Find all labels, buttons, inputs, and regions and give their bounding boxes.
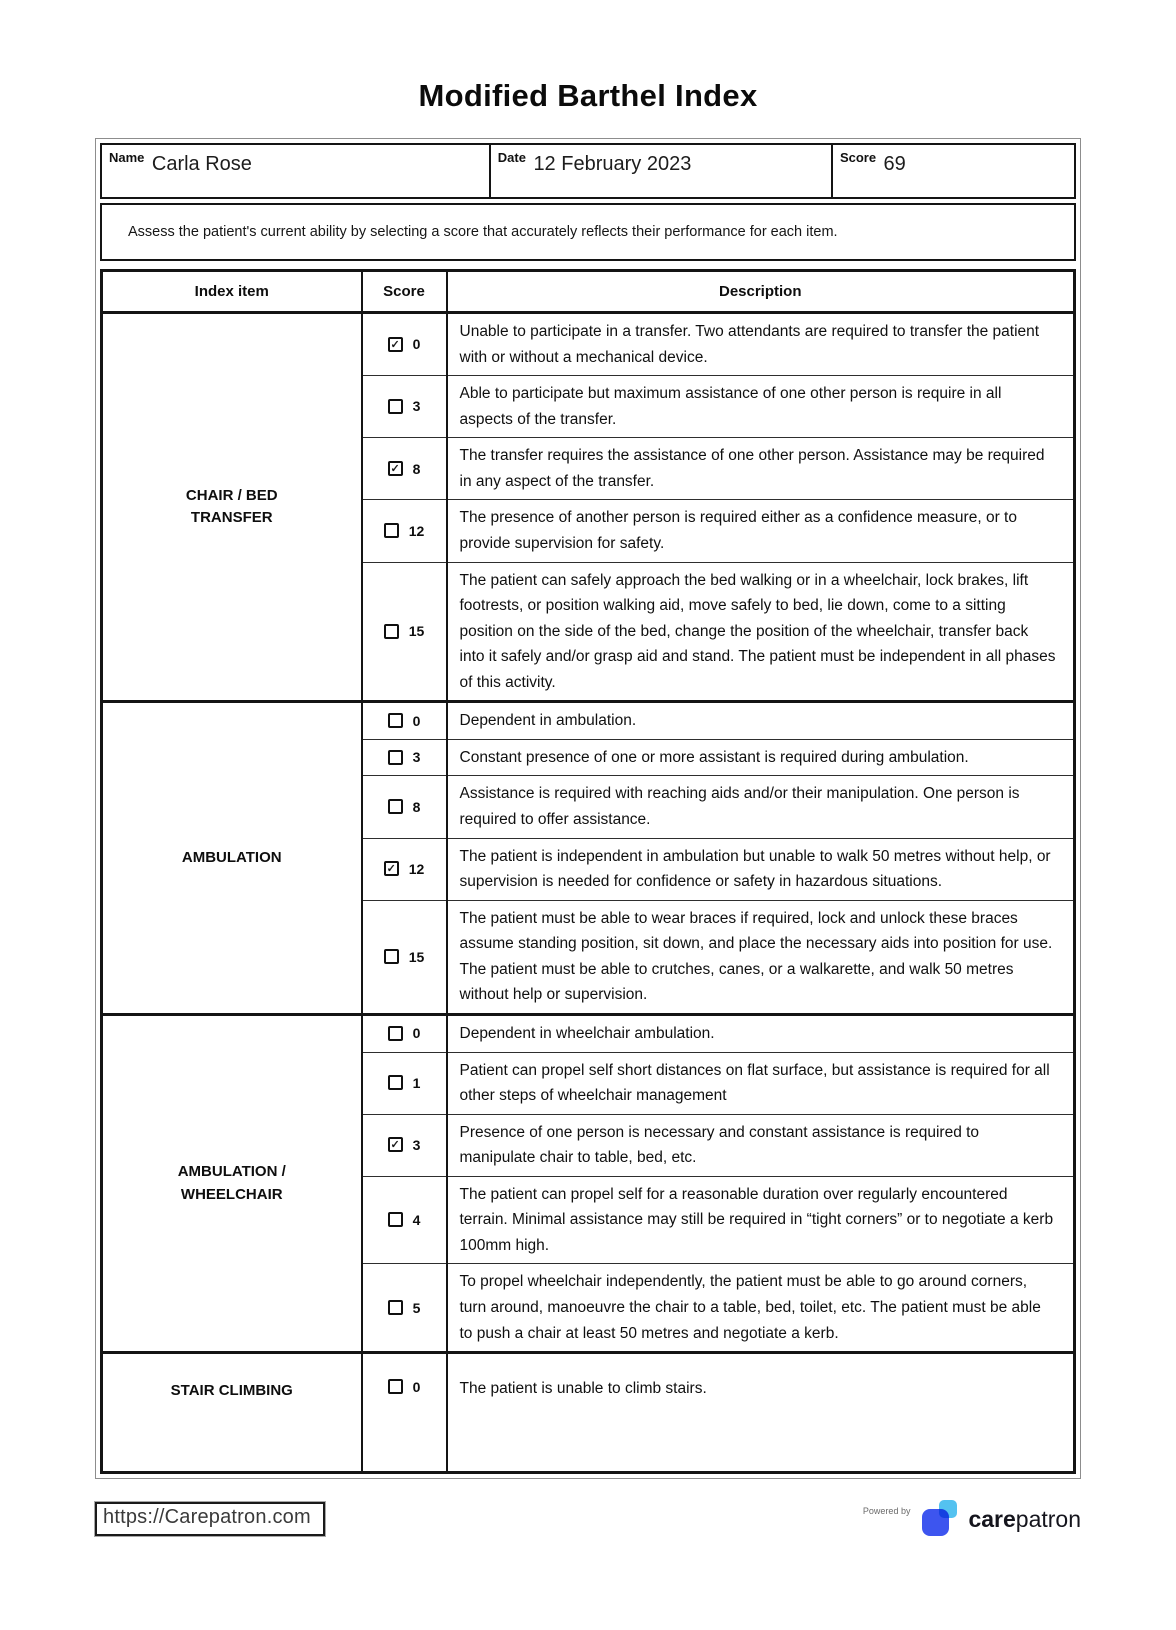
score-option-cell xyxy=(362,838,447,900)
name-field[interactable] xyxy=(102,145,491,197)
checkbox-unchecked-icon[interactable] xyxy=(388,1026,403,1041)
header-description: Description xyxy=(447,271,1075,313)
score-option-cell xyxy=(362,438,447,500)
footer xyxy=(95,1497,1081,1541)
score-option-value: 12 xyxy=(408,522,425,539)
score-option-cell xyxy=(362,1264,447,1353)
score-option-cell xyxy=(362,313,447,376)
form-container xyxy=(95,138,1081,1479)
score-option-value: 0 xyxy=(412,336,421,353)
table-header-row xyxy=(102,271,1075,313)
table-row xyxy=(102,1353,1075,1473)
description-cell: Presence of one person is necessary and constant assistance is required to manipulate chair to table, bed, etc. xyxy=(447,1114,1075,1176)
checkbox-unchecked-icon[interactable] xyxy=(384,624,399,639)
description-cell: Able to participate but maximum assistance of one other person is require in all aspects of the transfer. xyxy=(447,376,1075,438)
name-label: Name xyxy=(109,150,145,165)
checkbox-unchecked-icon[interactable] xyxy=(388,399,403,414)
score-option-value: 5 xyxy=(412,1299,421,1316)
table-row xyxy=(102,1014,1075,1052)
brand-name-bold: care xyxy=(968,1505,1016,1532)
checkbox-unchecked-icon[interactable] xyxy=(388,799,403,814)
description-cell: The patient can propel self for a reasonable duration over regularly encountered terrain. Minimal assistance may still be required in “tight corners” or to negotiate a kerb 100mm high. xyxy=(447,1176,1075,1264)
description-cell: The patient is unable to climb stairs. xyxy=(447,1353,1075,1473)
checkbox-unchecked-icon[interactable] xyxy=(388,713,403,728)
description-cell: The patient is independent in ambulation but unable to walk 50 metres without help, or supervision is needed for confidence or safety in hazardous situations. xyxy=(447,838,1075,900)
description-cell: Constant presence of one or more assistant is required during ambulation. xyxy=(447,739,1075,776)
carepatron-logo-icon xyxy=(920,1497,962,1541)
description-cell: Patient can propel self short distances on flat surface, but assistance is required for all other steps of wheelchair management xyxy=(447,1052,1075,1114)
score-value: 69 xyxy=(883,153,906,175)
description-cell: The transfer requires the assistance of one other person. Assistance may be required in any aspect of the transfer. xyxy=(447,438,1075,500)
checkbox-unchecked-icon[interactable] xyxy=(388,1075,403,1090)
score-field[interactable] xyxy=(833,145,1074,197)
score-option-cell xyxy=(362,702,447,740)
description-cell: The presence of another person is required either as a confidence measure, or to provide supervision for safety. xyxy=(447,500,1075,562)
section-label-cell xyxy=(102,702,362,1015)
score-option-value: 15 xyxy=(408,948,425,965)
header-score: Score xyxy=(362,271,447,313)
section-label-cell xyxy=(102,1014,362,1352)
table-row xyxy=(102,702,1075,740)
name-value: Carla Rose xyxy=(151,153,252,175)
score-option-value: 8 xyxy=(412,460,421,477)
score-option-cell xyxy=(362,500,447,562)
index-table xyxy=(100,269,1076,1474)
page-title: Modified Barthel Index xyxy=(418,78,758,113)
website-link-text: https://Carepatron.com xyxy=(103,1506,311,1529)
score-option-value: 15 xyxy=(408,623,425,640)
logo-shape-lightblue xyxy=(939,1500,957,1518)
description-cell: Dependent in wheelchair ambulation. xyxy=(447,1014,1075,1052)
checkbox-checked-icon[interactable]: ✓ xyxy=(384,861,399,876)
table-row xyxy=(102,313,1075,376)
description-cell: Unable to participate in a transfer. Two attendants are required to transfer the patient with or without a mechanical device. xyxy=(447,313,1075,376)
score-option-cell xyxy=(362,1114,447,1176)
checkbox-unchecked-icon[interactable] xyxy=(384,949,399,964)
date-value: 12 February 2023 xyxy=(533,153,692,175)
score-option-cell xyxy=(362,376,447,438)
score-label: Score xyxy=(839,150,877,165)
section-label: AMBULATION xyxy=(181,848,282,866)
instruction-text: Assess the patient's current ability by selecting a score that accurately reflects their performance for each item. xyxy=(128,224,838,240)
score-option-value: 0 xyxy=(412,1378,421,1395)
checkbox-unchecked-icon[interactable] xyxy=(388,1300,403,1315)
section-label: AMBULATION / WHEELCHAIR xyxy=(177,1163,286,1203)
description-cell: Dependent in ambulation. xyxy=(447,702,1075,740)
score-option-cell xyxy=(362,1052,447,1114)
score-option-cell xyxy=(362,1014,447,1052)
instruction-box xyxy=(100,203,1076,261)
brand-block xyxy=(863,1497,1081,1541)
powered-by-label: Powered by xyxy=(862,1506,911,1517)
score-option-cell xyxy=(362,900,447,1014)
checkbox-checked-icon[interactable]: ✓ xyxy=(388,461,403,476)
description-cell: To propel wheelchair independently, the patient must be able to go around corners, turn around, manoeuvre the chair to a table, bed, toilet, etc. The patient must be able to push a chair at least 50 metres and negotiate a kerb. xyxy=(447,1264,1075,1353)
description-cell: The patient can safely approach the bed walking or in a wheelchair, lock brakes, lift footrests, or position walking aid, move safely to bed, lie down, come to a sitting position on the side of the bed, change the position of the wheelchair, transfer back into it safely and/or grasp aid and stand. The patient must be independent in all phases of this activity. xyxy=(447,562,1075,702)
section-label-cell xyxy=(102,1353,362,1473)
description-cell: Assistance is required with reaching aids and/or their manipulation. One person is required to offer assistance. xyxy=(447,776,1075,838)
checkbox-checked-icon[interactable]: ✓ xyxy=(388,1137,403,1152)
score-option-value: 1 xyxy=(412,1074,421,1091)
description-cell: The patient must be able to wear braces if required, lock and unlock these braces assume standing position, sit down, and place the necessary aids into position for use. The patient must be able to crutches, canes, or a walkarette, and walk 50 metres without help or supervision. xyxy=(447,900,1075,1014)
checkbox-unchecked-icon[interactable] xyxy=(388,750,403,765)
date-field[interactable] xyxy=(491,145,833,197)
score-option-value: 3 xyxy=(412,749,421,766)
score-option-value: 8 xyxy=(412,798,421,815)
score-option-value: 0 xyxy=(412,1025,421,1042)
score-option-cell xyxy=(362,739,447,776)
score-option-cell xyxy=(362,1353,447,1473)
brand-name xyxy=(968,1506,1081,1533)
score-option-value: 3 xyxy=(412,1136,421,1153)
index-table-body xyxy=(102,313,1075,1473)
date-label: Date xyxy=(497,150,526,165)
score-option-cell xyxy=(362,1176,447,1264)
section-label-cell xyxy=(102,313,362,702)
patient-info-row xyxy=(100,143,1076,199)
section-label: CHAIR / BED TRANSFER xyxy=(185,486,278,527)
checkbox-unchecked-icon[interactable] xyxy=(388,1379,403,1394)
checkbox-checked-icon[interactable]: ✓ xyxy=(388,337,403,352)
checkbox-unchecked-icon[interactable] xyxy=(388,1212,403,1227)
score-option-value: 12 xyxy=(408,860,425,877)
website-link[interactable] xyxy=(95,1502,325,1536)
score-option-value: 0 xyxy=(412,712,421,729)
header-index-item: Index item xyxy=(102,271,362,313)
score-option-value: 3 xyxy=(412,398,421,415)
score-option-cell xyxy=(362,562,447,702)
brand-name-regular: patron xyxy=(1015,1505,1081,1532)
section-label: STAIR CLIMBING xyxy=(170,1382,293,1400)
score-option-cell xyxy=(362,776,447,838)
checkbox-unchecked-icon[interactable] xyxy=(384,523,399,538)
score-option-value: 4 xyxy=(412,1211,421,1228)
